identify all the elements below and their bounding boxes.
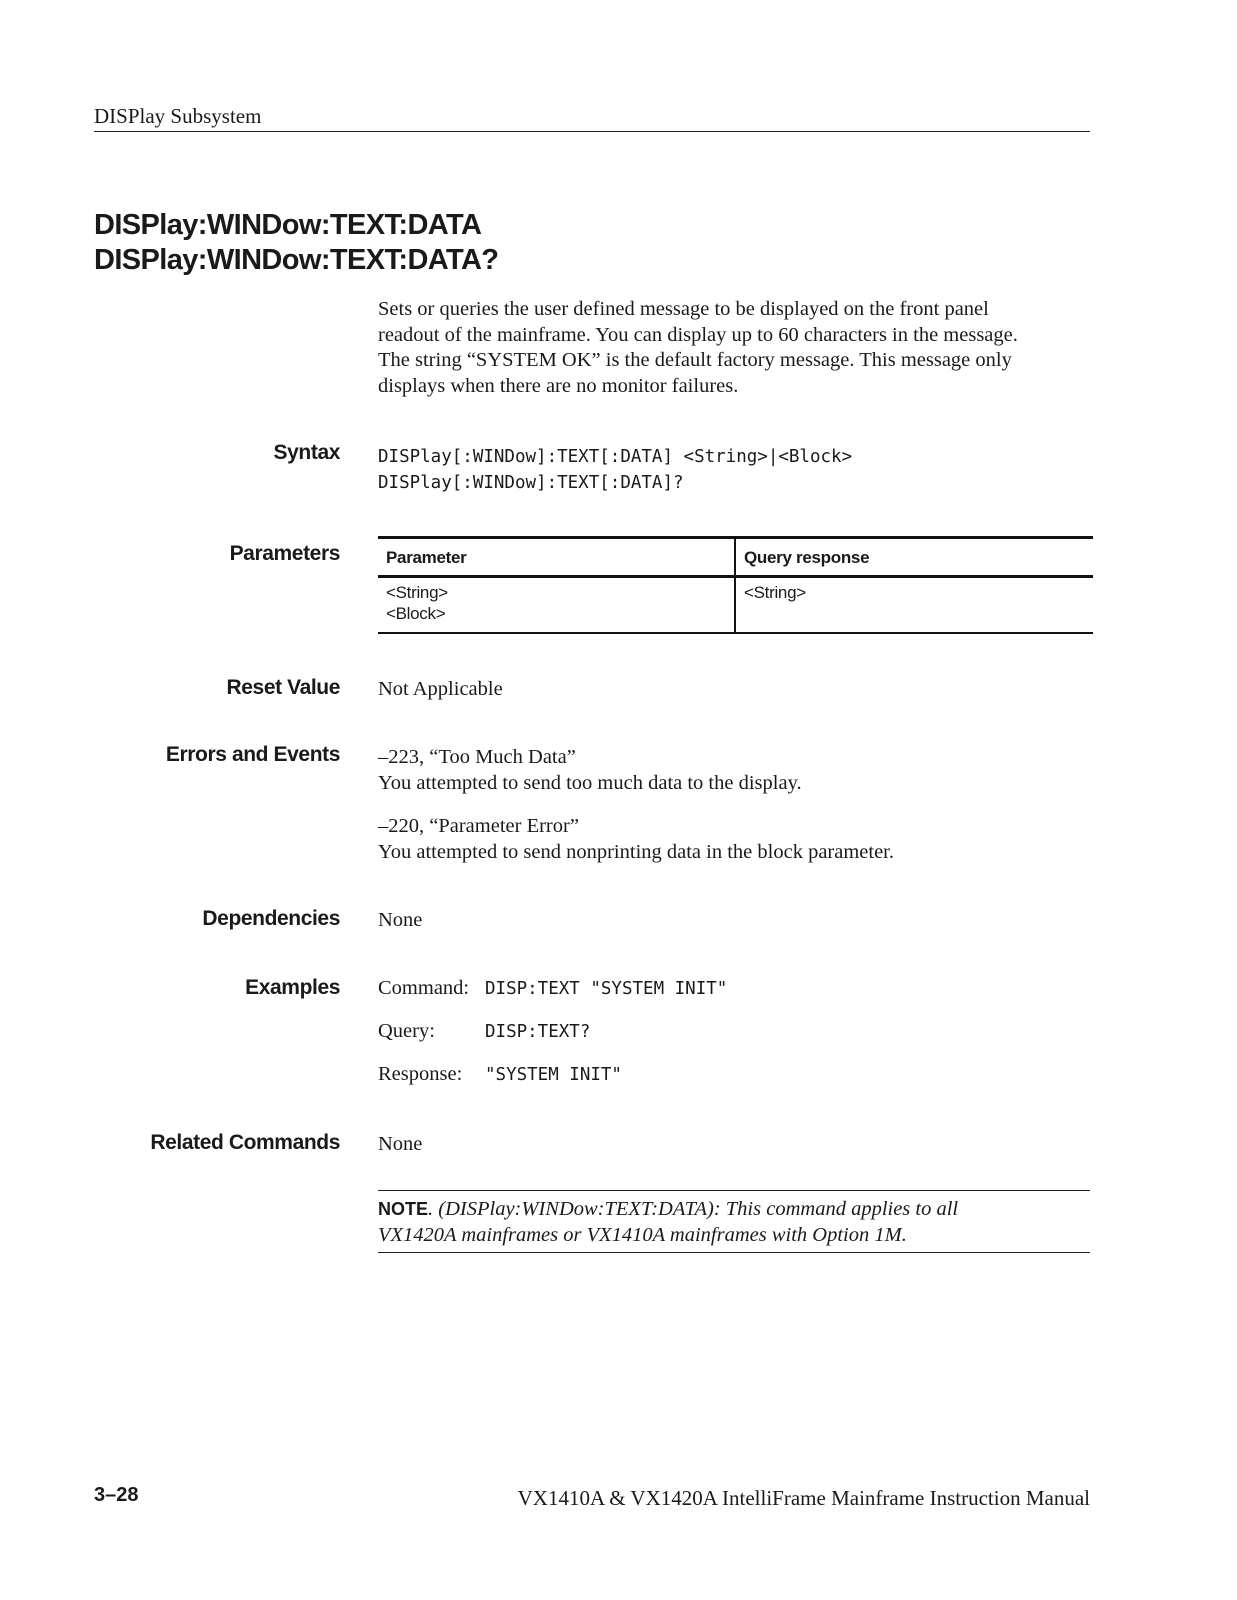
- error-code: –220, “Parameter Error”: [378, 815, 579, 837]
- description-line2: readout of the mainframe. You can display up to 60 characters in the message.: [378, 323, 1018, 346]
- parameters-label: Parameters: [229, 542, 340, 565]
- parameter-block: <Block>: [386, 604, 446, 623]
- syntax-label: Syntax: [273, 441, 340, 464]
- table-header-row: [378, 538, 1093, 577]
- note: [378, 1197, 1090, 1248]
- note-top-rule: [378, 1190, 1090, 1191]
- parameter-string: <String>: [386, 583, 448, 602]
- note-line1: [378, 1197, 1090, 1223]
- syntax-line2: DISPlay[:WINDow]:TEXT[:DATA]?: [378, 473, 684, 493]
- example-row: [378, 977, 727, 1000]
- dependencies-value: None: [378, 909, 423, 931]
- error-description: You attempted to send too much data to the display.: [378, 771, 802, 794]
- example-row: [378, 1020, 590, 1043]
- note-bottom-rule: [378, 1252, 1090, 1253]
- table-row: [378, 577, 1093, 634]
- command-title: [94, 208, 498, 278]
- page-number: 3–28: [94, 1484, 139, 1506]
- note-label: NOTE: [378, 1199, 429, 1219]
- parameter-cell: [378, 577, 735, 634]
- note-text: . (DISPlay:WINDow:TEXT:DATA): This command applies to all: [428, 1198, 959, 1220]
- command-title-line1: DISPlay:WINDow:TEXT:DATA: [94, 209, 482, 241]
- example-label: Query:: [378, 1020, 435, 1042]
- syntax-block: [378, 444, 852, 496]
- note-line2: VX1420A mainframes or VX1410A mainframes with Option 1M.: [378, 1223, 907, 1246]
- reset-value: Not Applicable: [378, 678, 503, 700]
- example-label: Response:: [378, 1063, 463, 1085]
- examples-label: Examples: [245, 976, 340, 999]
- example-value: DISP:TEXT "SYSTEM INIT": [485, 979, 728, 999]
- error-item: [378, 745, 802, 796]
- error-description: You attempted to send nonprinting data in the block parameter.: [378, 840, 895, 863]
- related-commands-value: None: [378, 1133, 423, 1155]
- reset-value-label: Reset Value: [226, 676, 340, 699]
- error-item: [378, 814, 894, 865]
- query-response-cell: <String>: [735, 577, 1093, 634]
- column-header-query-response: Query response: [735, 538, 1093, 577]
- syntax-line1: DISPlay[:WINDow]:TEXT[:DATA] <String>|<Block>: [378, 447, 853, 467]
- example-label: Command:: [378, 977, 470, 999]
- command-title-line2: DISPlay:WINDow:TEXT:DATA?: [94, 244, 499, 276]
- manual-title: VX1410A & VX1420A IntelliFrame Mainframe Instruction Manual: [517, 1486, 1090, 1510]
- example-value: DISP:TEXT?: [485, 1022, 591, 1042]
- example-row: [378, 1063, 622, 1086]
- description-line1: Sets or queries the user defined message to be displayed on the front panel: [378, 298, 989, 320]
- header-rule: [94, 131, 1090, 132]
- related-commands-label: Related Commands: [150, 1131, 340, 1154]
- dependencies-label: Dependencies: [202, 907, 340, 930]
- error-code: –223, “Too Much Data”: [378, 746, 576, 768]
- parameters-table: [378, 536, 1093, 634]
- description-line4: displays when there are no monitor failures.: [378, 374, 739, 397]
- column-header-parameter: Parameter: [378, 538, 735, 577]
- errors-label: Errors and Events: [165, 743, 340, 766]
- running-header: DISPlay Subsystem: [94, 104, 262, 128]
- example-value: "SYSTEM INIT": [485, 1065, 622, 1085]
- description-line3: The string “SYSTEM OK” is the default factory message. This message only: [378, 349, 1012, 371]
- description: [378, 297, 1018, 399]
